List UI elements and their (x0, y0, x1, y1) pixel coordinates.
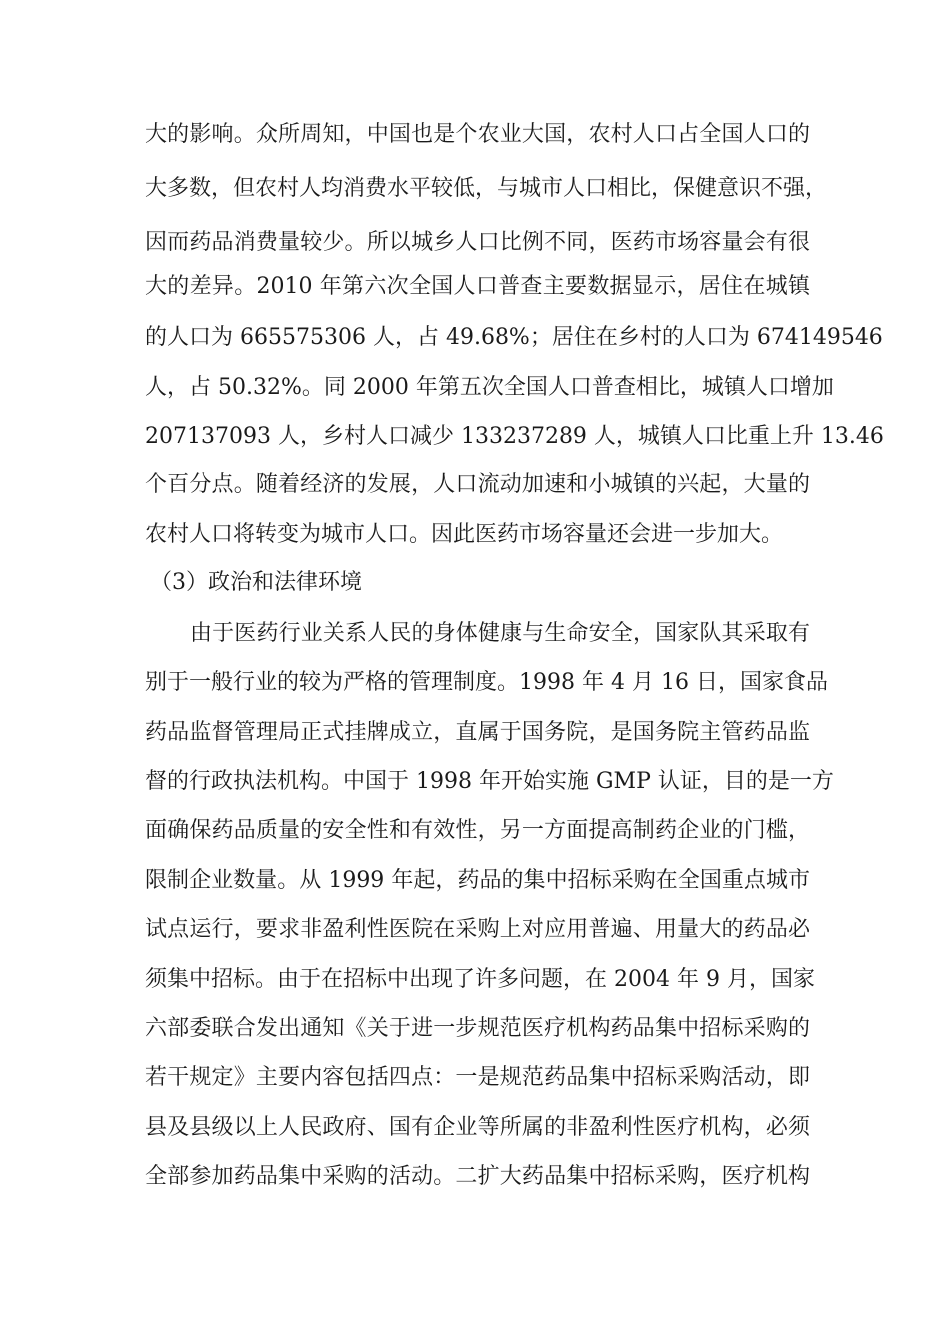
paragraph-1-line-4: 大的差异。2010 年第六次全国人口普查主要数据显示，居住在城镇 (145, 274, 810, 299)
paragraph-2-line-4: 督的行政执法机构。中国于 1998 年开始实施 GMP 认证，目的是一方 (145, 769, 834, 794)
paragraph-2-line-8: 须集中招标。由于在招标中出现了许多问题，在 2004 年 9 月，国家 (145, 967, 815, 992)
paragraph-2-line-5: 面确保药品质量的安全性和有效性，另一方面提高制药企业的门槛， (145, 818, 810, 843)
section-heading: （3）政治和法律环境 (150, 570, 362, 595)
paragraph-2-line-6: 限制企业数量。从 1999 年起，药品的集中招标采购在全国重点城市 (145, 868, 810, 893)
paragraph-1-line-2: 大多数，但农村人均消费水平较低，与城市人口相比，保健意识不强， (145, 176, 828, 201)
paragraph-1-line-7: 207137093 人，乡村人口减少 133237289 人，城镇人口比重上升 13.46 (145, 424, 884, 449)
paragraph-1-line-9: 农村人口将转变为城市人口。因此医药市场容量还会进一步加大。 (145, 522, 784, 547)
paragraph-2-line-2: 别于一般行业的较为严格的管理制度。1998 年 4 月 16 日，国家食品 (145, 670, 828, 695)
paragraph-1-line-1: 大的影响。众所周知，中国也是个农业大国，农村人口占全国人口的 (145, 122, 810, 147)
paragraph-2-line-12: 全部参加药品集中采购的活动。二扩大药品集中招标采购，医疗机构 (145, 1164, 810, 1189)
paragraph-2-line-7: 试点运行，要求非盈利性医院在采购上对应用普遍、用量大的药品必 (145, 917, 810, 942)
paragraph-1-line-3: 因而药品消费量较少。所以城乡人口比例不同，医药市场容量会有很 (145, 230, 810, 255)
paragraph-2-line-11: 县及县级以上人民政府、国有企业等所属的非盈利性医疗机构，必须 (145, 1115, 810, 1140)
paragraph-2-line-10: 若干规定》主要内容包括四点：一是规范药品集中招标采购活动，即 (145, 1065, 810, 1090)
paragraph-2-line-1: 由于医药行业关系人民的身体健康与生命安全，国家队其采取有 (190, 621, 810, 646)
paragraph-1-line-6: 人，占 50.32%。同 2000 年第五次全国人口普查相比，城镇人口增加 (145, 375, 834, 400)
paragraph-2-line-3: 药品监督管理局正式挂牌成立，直属于国务院，是国务院主管药品监 (145, 720, 810, 745)
paragraph-1-line-5: 的人口为 665575306 人，占 49.68%；居住在乡村的人口为 674149546 (145, 325, 883, 350)
paragraph-1-line-8: 个百分点。随着经济的发展，人口流动加速和小城镇的兴起，大量的 (145, 472, 810, 497)
paragraph-2-line-9: 六部委联合发出通知《关于进一步规范医疗机构药品集中招标采购的 (145, 1016, 810, 1041)
